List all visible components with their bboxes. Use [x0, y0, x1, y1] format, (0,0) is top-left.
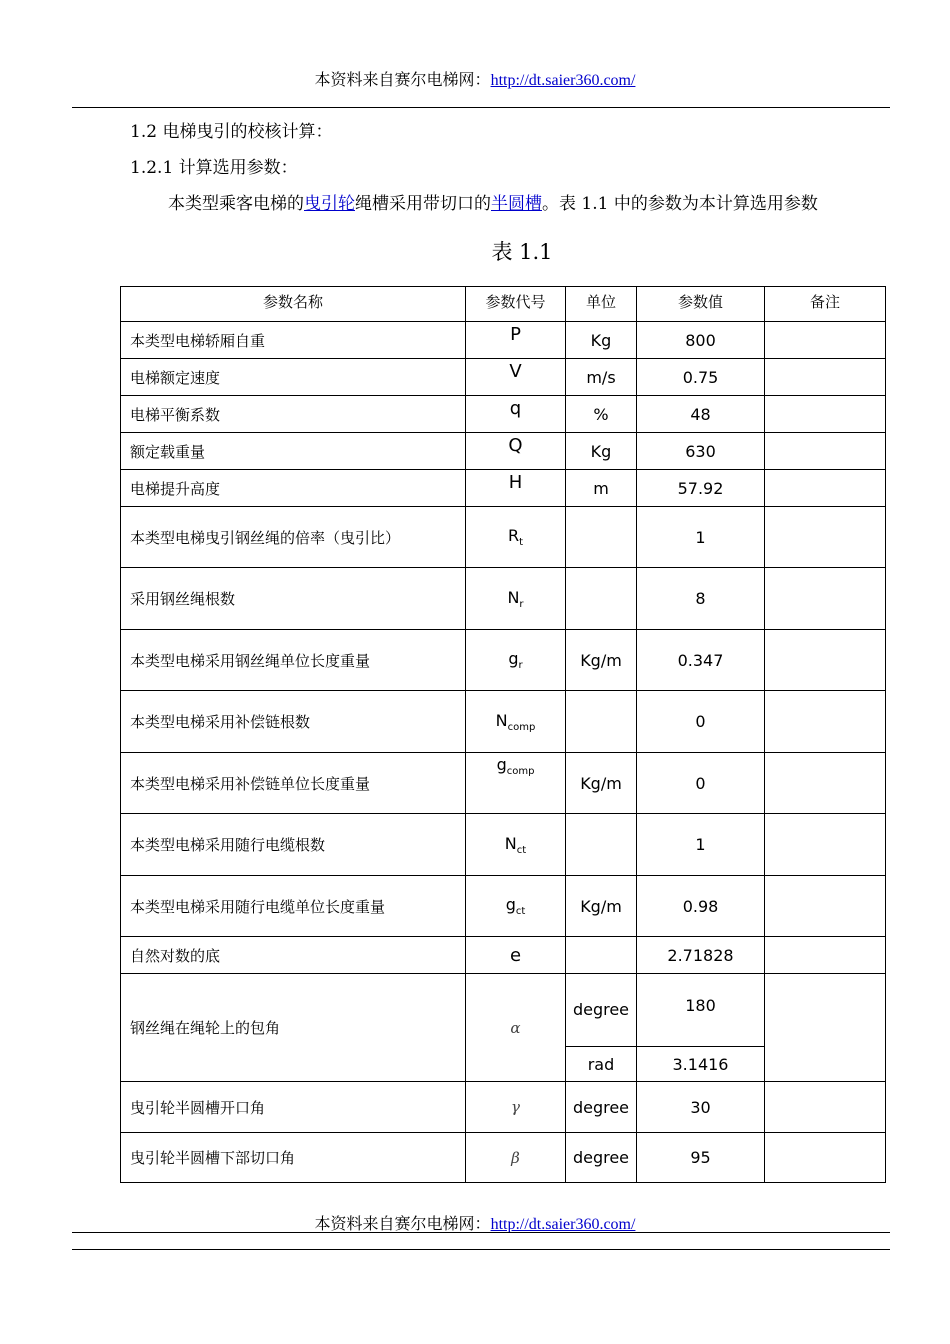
param-note — [765, 1133, 886, 1183]
param-value: 0 — [637, 691, 765, 753]
symbol-subscript: comp — [507, 721, 536, 733]
param-note — [765, 630, 886, 691]
param-note — [765, 396, 886, 433]
param-value: 0.347 — [637, 630, 765, 691]
footer-label: 本资料来自赛尔电梯网： — [314, 1214, 491, 1233]
param-note — [765, 937, 886, 974]
param-symbol — [466, 937, 566, 974]
symbol-subscript: ct — [515, 906, 526, 917]
param-value: 2.71828 — [637, 937, 765, 974]
param-name: 本类型电梯曳引钢丝绳的倍率（曳引比） — [121, 507, 466, 568]
param-name: 本类型电梯采用补偿链根数 — [121, 691, 466, 753]
symbol-text: q — [509, 398, 522, 419]
param-note — [765, 753, 886, 814]
param-symbol: α — [466, 974, 566, 1082]
header-name: 参数名称 — [121, 287, 466, 322]
param-name: 电梯额定速度 — [121, 359, 466, 396]
heading-2-text: 1.2.1 计算选用参数： — [130, 158, 298, 178]
table-row — [121, 396, 886, 433]
param-symbol — [466, 322, 566, 359]
symbol-text: e — [509, 944, 522, 966]
param-unit: Kg — [566, 433, 637, 470]
param-value: 1 — [637, 814, 765, 876]
param-unit: Kg/m — [566, 753, 637, 814]
header-unit: 单位 — [566, 287, 637, 322]
table-row — [121, 507, 886, 568]
param-value: 800 — [637, 322, 765, 359]
traction-sheave-link[interactable]: 曳引轮 — [304, 194, 355, 214]
param-unit — [566, 568, 637, 630]
symbol-subscript: t — [519, 537, 524, 548]
param-symbol — [466, 359, 566, 396]
param-value: 1 — [637, 507, 765, 568]
table-row — [121, 630, 886, 691]
param-value: 180 — [637, 974, 765, 1047]
footer-rule-1 — [72, 1232, 890, 1233]
table-row — [121, 691, 886, 753]
param-value: 0 — [637, 753, 765, 814]
param-symbol — [466, 507, 566, 568]
param-symbol — [466, 568, 566, 630]
table-caption: 表 1.1 — [491, 240, 553, 264]
page-footer — [0, 1211, 950, 1234]
symbol-text: N — [504, 833, 517, 853]
header-label: 本资料来自赛尔电梯网： — [314, 70, 491, 89]
header-link[interactable]: http://dt.saier360.com/ — [490, 72, 636, 89]
param-symbol — [466, 691, 566, 753]
param-value: 95 — [637, 1133, 765, 1183]
param-name: 钢丝绳在绳轮上的包角 — [121, 974, 466, 1082]
section-heading — [130, 117, 332, 142]
param-symbol: β — [466, 1133, 566, 1183]
intro-part1: 本类型乘客电梯的 — [168, 194, 304, 214]
param-symbol — [466, 630, 566, 691]
table-row — [121, 568, 886, 630]
intro-part3: 。表 1.1 中的参数为本计算选用参数 — [542, 194, 818, 214]
param-name: 采用钢丝绳根数 — [121, 568, 466, 630]
param-note — [765, 814, 886, 876]
param-name: 本类型电梯采用随行电缆单位长度重量 — [121, 876, 466, 937]
table-row — [121, 753, 886, 814]
param-name: 本类型电梯轿厢自重 — [121, 322, 466, 359]
table-row — [121, 937, 886, 974]
intro-part2: 绳槽采用带切口的 — [355, 194, 491, 214]
symbol-text: N — [507, 587, 520, 607]
param-name: 本类型电梯采用随行电缆根数 — [121, 814, 466, 876]
param-value: 8 — [637, 568, 765, 630]
param-unit — [566, 937, 637, 974]
param-note — [765, 568, 886, 630]
param-name: 电梯平衡系数 — [121, 396, 466, 433]
param-symbol — [466, 753, 566, 814]
param-symbol — [466, 876, 566, 937]
param-note — [765, 507, 886, 568]
symbol-subscript: ct — [516, 844, 527, 856]
param-symbol — [466, 396, 566, 433]
param-name: 自然对数的底 — [121, 937, 466, 974]
symbol-text: P — [510, 324, 521, 345]
param-unit: degree — [566, 974, 637, 1047]
table-row — [121, 1082, 886, 1133]
parameter-table — [120, 286, 886, 1183]
param-note — [765, 433, 886, 470]
param-unit — [566, 814, 637, 876]
heading-1-text: 1.2 电梯曳引的校核计算： — [130, 122, 333, 142]
symbol-text: Q — [508, 435, 523, 456]
param-value: 57.92 — [637, 470, 765, 507]
symbol-subscript: comp — [506, 766, 535, 777]
param-name: 本类型电梯采用补偿链单位长度重量 — [121, 753, 466, 814]
param-value: 0.98 — [637, 876, 765, 937]
param-unit: % — [566, 396, 637, 433]
param-note — [765, 359, 886, 396]
param-unit: m — [566, 470, 637, 507]
param-note — [765, 974, 886, 1082]
param-symbol — [466, 470, 566, 507]
header-note: 备注 — [765, 287, 886, 322]
symbol-text: R — [507, 526, 520, 545]
symbol-text: g — [508, 649, 519, 668]
table-row — [121, 876, 886, 937]
param-value: 0.75 — [637, 359, 765, 396]
param-unit — [566, 507, 637, 568]
param-name: 曳引轮半圆槽开口角 — [121, 1082, 466, 1133]
param-value: 3.1416 — [637, 1047, 765, 1082]
param-unit: rad — [566, 1047, 637, 1082]
intro-paragraph — [168, 189, 818, 214]
symbol-text: H — [508, 472, 523, 493]
header-value: 参数值 — [637, 287, 765, 322]
symbol-subscript: r — [519, 598, 524, 610]
header-symbol: 参数代号 — [466, 287, 566, 322]
symbol-text: V — [509, 361, 522, 382]
table-row — [121, 322, 886, 359]
param-note — [765, 691, 886, 753]
page-header — [0, 67, 950, 90]
semicircle-groove-link[interactable]: 半圆槽 — [491, 194, 542, 214]
table-header-row — [121, 287, 886, 322]
header-rule — [72, 107, 890, 108]
param-note — [765, 322, 886, 359]
subsection-heading — [130, 153, 298, 178]
param-note — [765, 1082, 886, 1133]
footer-rule-2 — [72, 1249, 890, 1250]
param-name: 额定载重量 — [121, 433, 466, 470]
param-value: 48 — [637, 396, 765, 433]
param-note — [765, 470, 886, 507]
param-symbol — [466, 433, 566, 470]
param-name: 电梯提升高度 — [121, 470, 466, 507]
param-unit — [566, 691, 637, 753]
symbol-text: g — [496, 755, 507, 774]
param-note — [765, 876, 886, 937]
symbol-text: N — [495, 710, 508, 730]
param-name: 曳引轮半圆槽下部切口角 — [121, 1133, 466, 1183]
table-row — [121, 1133, 886, 1183]
symbol-text: g — [505, 895, 516, 914]
param-unit: m/s — [566, 359, 637, 396]
table-row — [121, 470, 886, 507]
param-symbol — [466, 814, 566, 876]
symbol-subscript: r — [518, 660, 523, 671]
table-row — [121, 359, 886, 396]
param-symbol: γ — [466, 1082, 566, 1133]
footer-link[interactable]: http://dt.saier360.com/ — [490, 1216, 636, 1233]
param-name: 本类型电梯采用钢丝绳单位长度重量 — [121, 630, 466, 691]
table-row — [121, 433, 886, 470]
param-unit: Kg/m — [566, 630, 637, 691]
param-value: 630 — [637, 433, 765, 470]
param-unit: degree — [566, 1082, 637, 1133]
param-unit: Kg — [566, 322, 637, 359]
param-value: 30 — [637, 1082, 765, 1133]
param-unit: Kg/m — [566, 876, 637, 937]
table-row — [121, 814, 886, 876]
table-row — [121, 974, 886, 1047]
param-unit: degree — [566, 1133, 637, 1183]
